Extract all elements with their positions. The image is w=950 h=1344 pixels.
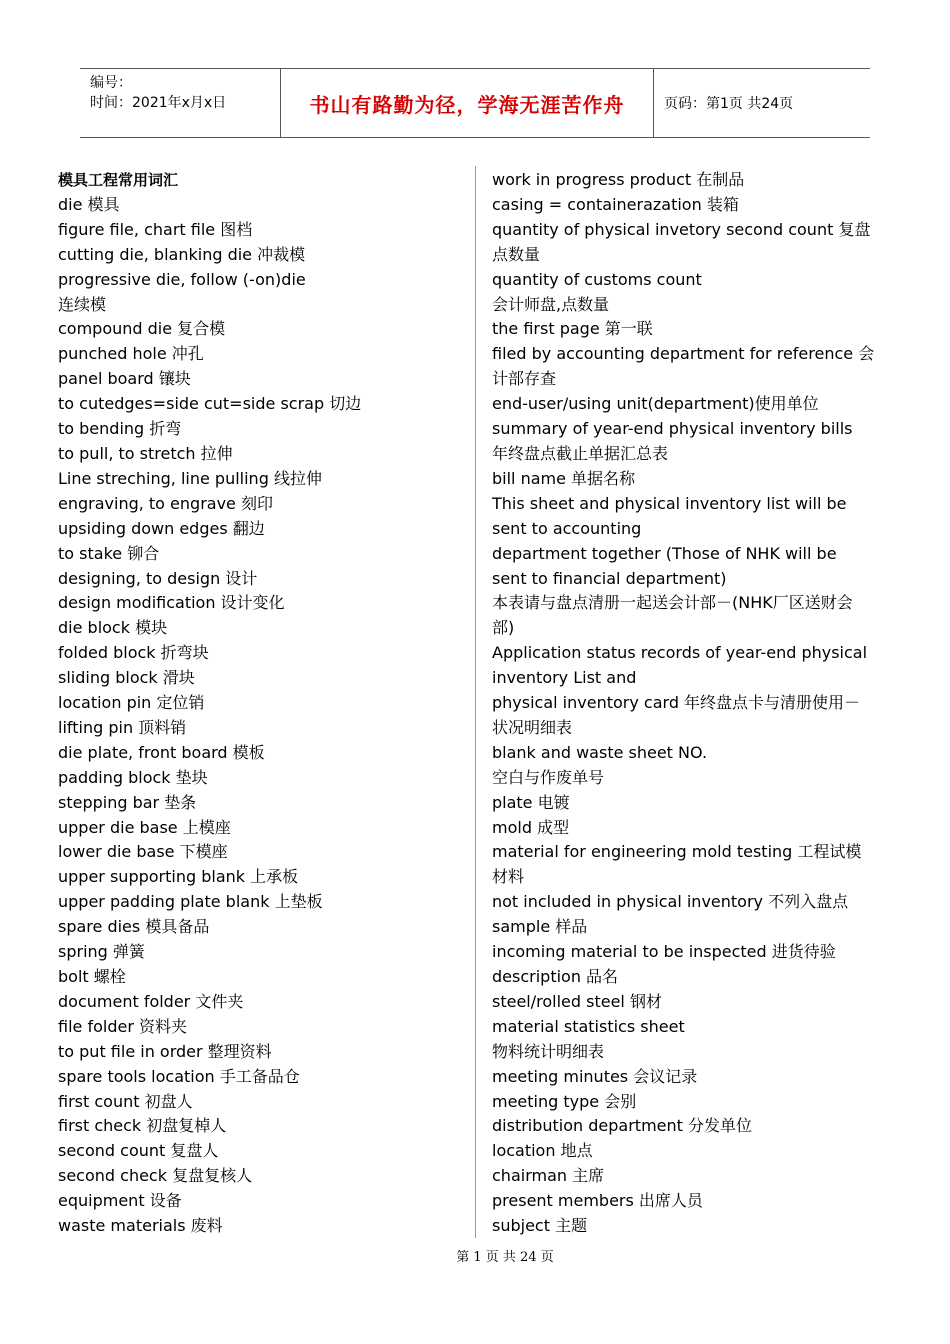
left-column [58, 168, 458, 1239]
vocabulary-line: 空白与作废单号 [492, 767, 605, 787]
vocabulary-line: inventory List and [492, 668, 637, 688]
vocabulary-line: bolt 螺栓 [58, 967, 126, 986]
vocabulary-line: compound die 复合模 [58, 319, 226, 339]
vocabulary-line: meeting type 会别 [492, 1091, 637, 1111]
vocabulary-line: die 模具 [58, 194, 120, 214]
vocabulary-line: 物料统计明细表 [492, 1041, 605, 1061]
vocabulary-line: die plate, front board 模板 [58, 742, 265, 762]
vocabulary-line: subject 主题 [492, 1216, 588, 1236]
vocabulary-line: spring 弹簧 [58, 942, 145, 962]
vocabulary-line: mold 成型 [492, 817, 570, 837]
vocabulary-line: description 品名 [492, 967, 619, 986]
vocabulary-line: to cutedges=side cut=side scrap 切边 [58, 394, 362, 414]
vocabulary-line: folded block 折弯块 [58, 643, 209, 663]
vocabulary-line: second count 复盘人 [58, 1141, 219, 1161]
vocabulary-line: This sheet and physical inventory list will be [492, 493, 847, 513]
vocabulary-line: equipment 设备 [58, 1191, 182, 1211]
vocabulary-line: summary of year-end physical inventory bills [492, 419, 853, 439]
vocabulary-line: Application status records of year-end physical [492, 643, 868, 663]
vocabulary-line: panel board 镶块 [58, 369, 191, 389]
vocabulary-line: plate 电镀 [492, 792, 570, 812]
header-page-label: 页码：第1页 共24页 [664, 96, 794, 112]
vocabulary-line: steel/rolled steel 钢材 [492, 991, 662, 1011]
vocabulary-line: sliding block 滑块 [58, 668, 195, 688]
vocabulary-line: location pin 定位销 [58, 693, 205, 713]
vocabulary-line: work in progress product 在制品 [492, 170, 745, 189]
vocabulary-line: file folder 资料夹 [58, 1016, 187, 1036]
vocabulary-line: meeting minutes 会议记录 [492, 1066, 698, 1086]
right-column [492, 168, 894, 1239]
column-divider [475, 166, 476, 1238]
vocabulary-line: casing = containerazation 装箱 [492, 194, 739, 214]
vocabulary-line: 本表请与盘点清册一起送会计部－(NHK厂区送财会 [492, 593, 853, 613]
vocabulary-line: padding block 垫块 [58, 767, 208, 787]
vocabulary-line: design modification 设计变化 [58, 593, 285, 613]
vocabulary-line: to stake 铆合 [58, 543, 160, 563]
vocabulary-line: upper die base 上模座 [58, 817, 231, 837]
vocabulary-line: 年终盘点截止单据汇总表 [492, 443, 669, 463]
vocabulary-line: department together (Those of NHK will be [492, 543, 837, 563]
vocabulary-line: to put file in order 整理资料 [58, 1041, 272, 1061]
vocabulary-line: progressive die, follow (-on)die [58, 269, 306, 289]
vocabulary-line: filed by accounting department for reference 会 [492, 344, 875, 364]
vocabulary-line: location 地点 [492, 1141, 593, 1161]
vocabulary-title: 模具工程常用词汇 [58, 171, 179, 189]
vocabulary-line: blank and waste sheet NO. [492, 742, 708, 762]
header-meta-cell [80, 69, 281, 137]
vocabulary-line: material statistics sheet [492, 1016, 685, 1036]
document-header [80, 68, 870, 138]
vocabulary-line: quantity of physical invetory second count 复盘 [492, 219, 871, 239]
vocabulary-line: spare tools location 手工备品仓 [58, 1066, 300, 1086]
header-number-label: 编号： [90, 75, 132, 91]
vocabulary-line: material for engineering mold testing 工程试模 [492, 842, 862, 862]
vocabulary-line: the first page 第一联 [492, 319, 653, 339]
vocabulary-line: second check 复盘复核人 [58, 1166, 253, 1186]
header-page-cell [654, 69, 870, 137]
vocabulary-line: not included in physical inventory 不列入盘点 [492, 892, 849, 912]
header-time-label: 时间：2021年x月x日 [90, 95, 227, 111]
vocabulary-line: distribution department 分发单位 [492, 1116, 753, 1136]
vocabulary-line: spare dies 模具备品 [58, 917, 210, 937]
vocabulary-line: sent to financial department) [492, 568, 727, 588]
vocabulary-line: 点数量 [492, 244, 541, 264]
vocabulary-line: present members 出席人员 [492, 1191, 703, 1211]
vocabulary-line: engraving, to engrave 刻印 [58, 493, 273, 513]
vocabulary-line: designing, to design 设计 [58, 568, 258, 588]
vocabulary-line: 部) [492, 618, 515, 638]
vocabulary-line: chairman 主席 [492, 1166, 605, 1186]
vocabulary-line: 材料 [492, 867, 525, 887]
vocabulary-line: die block 模块 [58, 618, 168, 638]
header-motto: 书山有路勤为径，学海无涯苦作舟 [309, 92, 625, 117]
vocabulary-line: 连续模 [58, 294, 107, 314]
vocabulary-line: 计部存查 [492, 369, 557, 389]
vocabulary-line: 会计师盘,点数量 [492, 294, 610, 314]
vocabulary-line: bill name 单据名称 [492, 468, 636, 488]
vocabulary-line: upsiding down edges 翻边 [58, 518, 265, 538]
vocabulary-line: first check 初盘复棹人 [58, 1116, 227, 1136]
page-footer: 第 1 页 共 24 页 [456, 1250, 554, 1265]
vocabulary-line: to bending 折弯 [58, 419, 182, 439]
vocabulary-line: upper padding plate blank 上垫板 [58, 892, 323, 912]
vocabulary-line: end-user/using unit(department)使用单位 [492, 394, 819, 414]
vocabulary-line: figure file, chart file 图档 [58, 219, 253, 239]
vocabulary-line: sample 样品 [492, 917, 588, 937]
vocabulary-line: stepping bar 垫条 [58, 792, 197, 812]
vocabulary-line: Line streching, line pulling 线拉伸 [58, 468, 322, 488]
vocabulary-line: waste materials 废料 [58, 1216, 223, 1236]
vocabulary-line: quantity of customs count [492, 269, 702, 289]
vocabulary-line: to pull, to stretch 拉伸 [58, 443, 233, 463]
vocabulary-line: lower die base 下模座 [58, 842, 228, 862]
vocabulary-line: first count 初盘人 [58, 1091, 193, 1111]
header-motto-cell [281, 69, 654, 137]
vocabulary-line: upper supporting blank 上承板 [58, 867, 299, 887]
vocabulary-line: lifting pin 顶料销 [58, 717, 187, 737]
vocabulary-line: punched hole 冲孔 [58, 344, 204, 364]
vocabulary-line: physical inventory card 年终盘点卡与清册使用－ [492, 693, 861, 713]
vocabulary-line: sent to accounting [492, 518, 642, 538]
vocabulary-line: incoming material to be inspected 进货待验 [492, 942, 836, 962]
vocabulary-line: cutting die, blanking die 冲裁模 [58, 244, 306, 264]
vocabulary-line: document folder 文件夹 [58, 991, 244, 1011]
vocabulary-line: 状况明细表 [492, 717, 573, 737]
